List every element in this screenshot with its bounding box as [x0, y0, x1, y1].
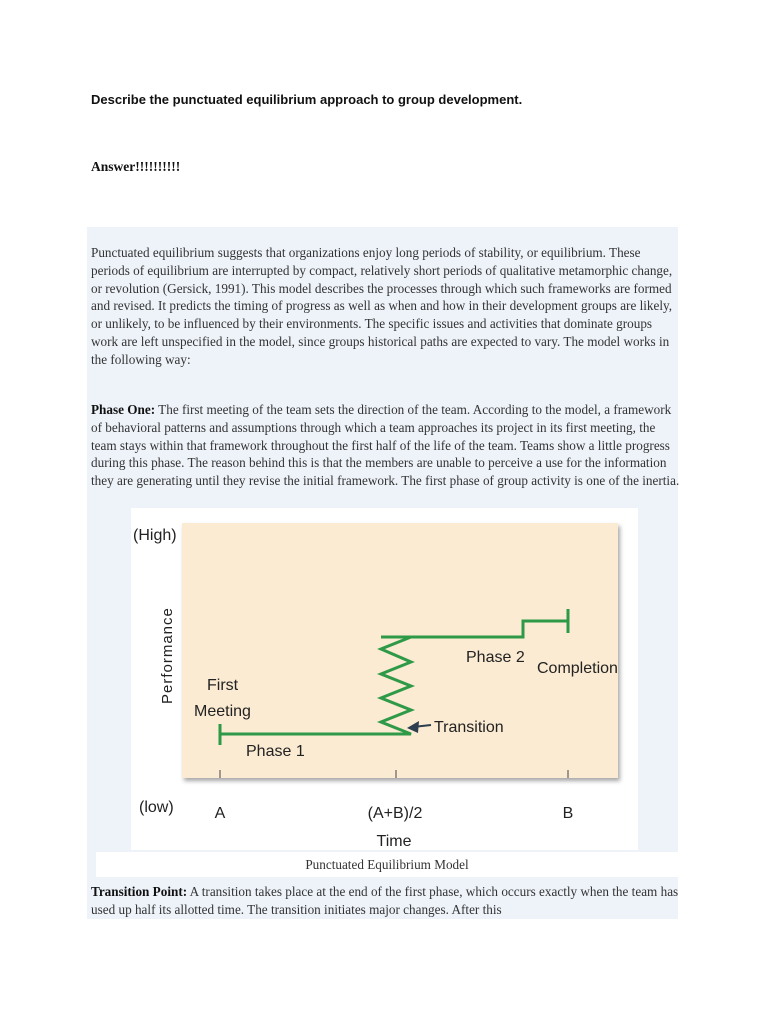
- low-label: (low): [139, 799, 174, 816]
- transition-label: Transition: [434, 719, 504, 736]
- tick-label-midpoint: (A+B)/2: [367, 805, 423, 822]
- phase-one-text: The first meeting of the team sets the direction of the team. According to the model, a framework of behavioral patterns and assumptions through which a team approaches its project in its first meeting, the team stays within that framework throughout the first half of the life of the team. Teams show a little progress during this phase. The reason behind this is that the members are unable to perceive a use for the information they are generating until they revise the initial framework. The first phase of group activity is one of the inertia.: [91, 402, 680, 489]
- transition-point-label: Transition Point:: [91, 884, 188, 899]
- first-meeting-label: First: [207, 677, 239, 694]
- transition-point-text: A transition takes place at the end of the first phase, which occurs exactly when the team has used up half its allotted time. The transition initiates major changes. After this: [91, 884, 679, 917]
- high-label: (High): [133, 527, 177, 544]
- tick-label-b: B: [562, 805, 574, 822]
- intro-paragraph: Punctuated equilibrium suggests that organizations enjoy long periods of stability, or equilibrium. These periods of equilibrium are interrupted by compact, relatively short periods of qualitative metamorphic change, or revolution (Gersick, 1991). This model describes the processes through which such frameworks are formed and revised. It predicts the timing of progress as well as when and how in their development groups are likely, or unlikely, to be influenced by their environments. The specific issues and activities that dominate groups work are left unspecified in the model, since groups historical paths are expected to vary. The model works in the following way:: [91, 245, 673, 367]
- answer-heading: Answer!!!!!!!!!!: [91, 159, 181, 174]
- punctuated-equilibrium-figure: [131, 508, 638, 850]
- question-heading: Describe the punctuated equilibrium approach to group development.: [91, 92, 523, 107]
- phase2-label: Phase 2: [466, 649, 525, 666]
- phase-one-paragraph: [91, 401, 681, 490]
- tick-label-a: A: [214, 805, 226, 822]
- punctuated-equilibrium-diagram: [131, 508, 638, 850]
- phase-one-label: Phase One:: [91, 402, 156, 417]
- phase1-label: Phase 1: [246, 743, 305, 760]
- first-meeting-label-line2: Meeting: [194, 703, 251, 720]
- transition-point-paragraph: [91, 883, 681, 919]
- chart-plot-area: [182, 523, 618, 778]
- x-axis-label: Time: [376, 833, 412, 850]
- completion-label: Completion: [537, 660, 618, 677]
- y-axis-label: Performance: [159, 607, 176, 704]
- figure-caption: Punctuated Equilibrium Model: [305, 857, 469, 872]
